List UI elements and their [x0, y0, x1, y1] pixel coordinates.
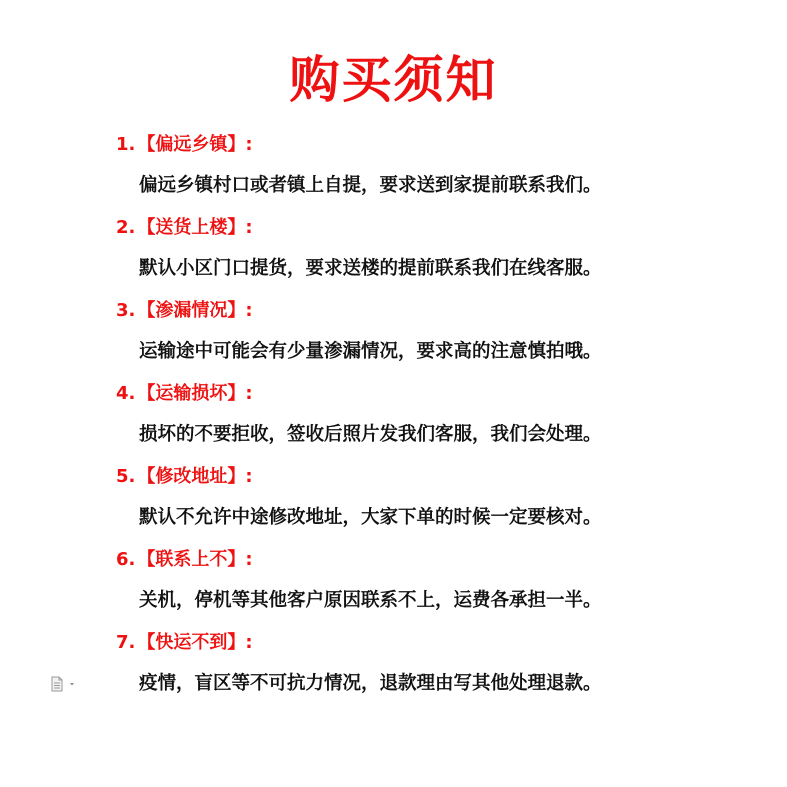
item-body-5: 默认不允许中途修改地址，大家下单的时候一定要核对。 [139, 507, 602, 528]
item-body-4: 损坏的不要拒收，签收后照片发我们客服，我们会处理。 [139, 424, 602, 445]
item-body-2: 默认小区门口提货，要求送楼的提前联系我们在线客服。 [139, 258, 602, 279]
item-heading-2 [116, 215, 253, 241]
item-heading-3 [116, 298, 253, 324]
item-body-7: 疫情，盲区等不可抗力情况，退款理由写其他处理退款。 [139, 673, 602, 694]
item-number: 5. [116, 466, 136, 487]
item-heading-7 [116, 630, 253, 656]
item-number: 3. [116, 300, 136, 321]
item-heading-5 [116, 464, 253, 490]
page-title: 购买须知 [289, 50, 498, 109]
paste-options-icon[interactable] [50, 676, 80, 692]
item-heading-text: 【修改地址】: [137, 466, 253, 487]
item-heading-1 [116, 132, 253, 158]
item-body-6: 关机，停机等其他客户原因联系不上，运费各承担一半。 [139, 590, 602, 611]
item-heading-text: 【联系上不】: [137, 549, 253, 570]
item-heading-text: 【偏远乡镇】: [137, 134, 253, 155]
item-heading-text: 【运输损坏】: [137, 383, 253, 404]
item-heading-text: 【渗漏情况】: [137, 300, 253, 321]
item-number: 7. [116, 632, 136, 653]
item-number: 1. [116, 134, 136, 155]
item-body-3: 运输途中可能会有少量渗漏情况，要求高的注意慎拍哦。 [139, 341, 602, 362]
item-heading-6 [116, 547, 253, 573]
item-heading-4 [116, 381, 253, 407]
item-number: 4. [116, 383, 136, 404]
item-number: 6. [116, 549, 136, 570]
item-heading-text: 【快运不到】: [137, 632, 253, 653]
item-heading-text: 【送货上楼】: [137, 217, 253, 238]
item-number: 2. [116, 217, 136, 238]
item-body-1: 偏远乡镇村口或者镇上自提，要求送到家提前联系我们。 [139, 175, 602, 196]
